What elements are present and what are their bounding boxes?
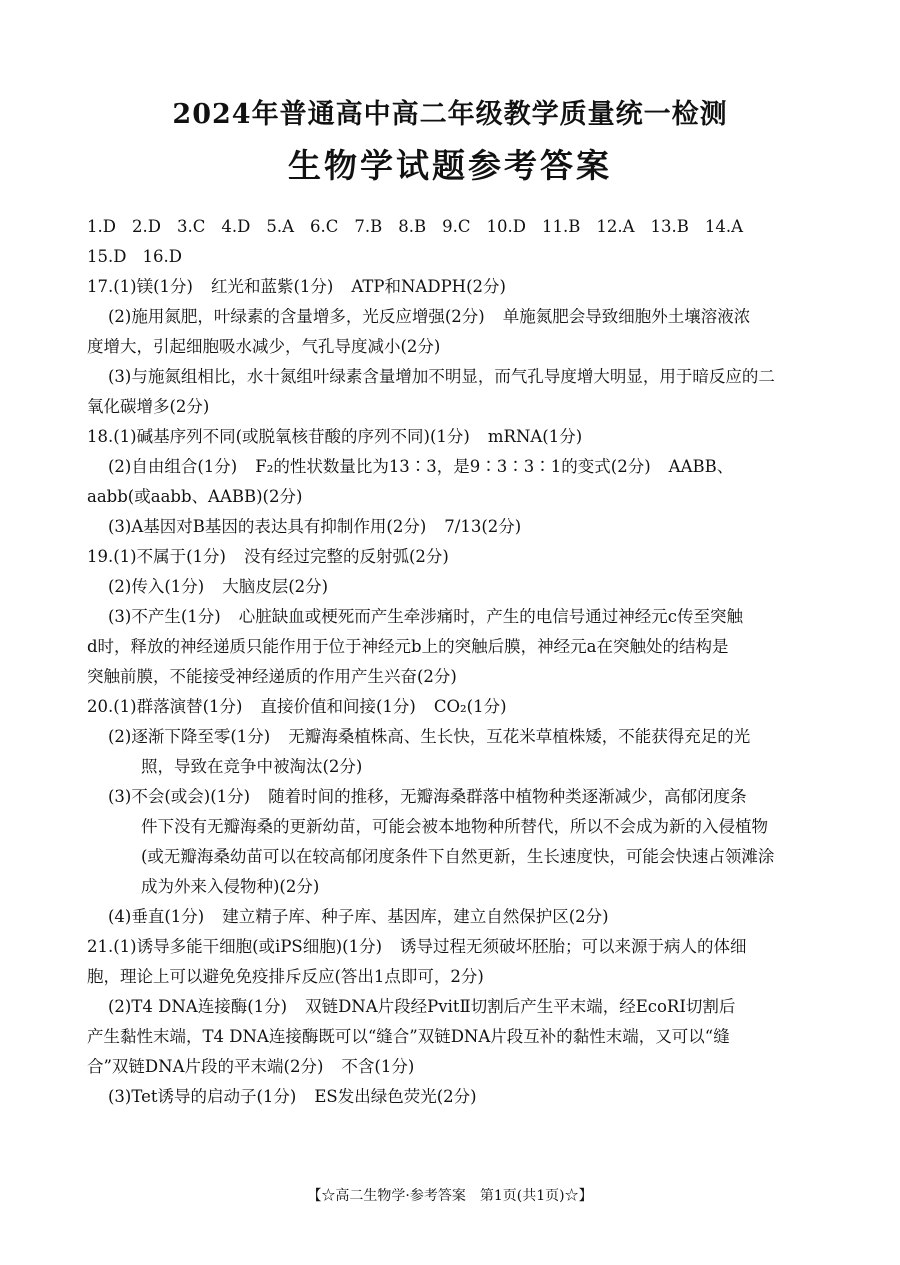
q19-line: d时，释放的神经递质只能作用于位于神经元b上的突触后膜，神经元a在突触处的结构是	[87, 637, 729, 656]
answer-text: F₂的性状数量比为13∶3，是9∶3∶3∶1的变式(2分)	[255, 457, 651, 476]
q20-line	[87, 902, 817, 932]
q19-line: 突触前膜，不能接受神经递质的作用产生兴奋(2分)	[87, 667, 457, 686]
choice-answer: 12.A	[596, 217, 635, 236]
q17-line	[87, 272, 817, 302]
answer-text: (2)自由组合(1分)	[108, 457, 238, 476]
choice-answer: 13.B	[650, 217, 689, 236]
answer-text: 7/13(2分)	[444, 517, 522, 536]
answer-text: ES发出绿色荧光(2分)	[314, 1087, 477, 1106]
choice-answer: 5.A	[266, 217, 294, 236]
answer-text: (2)传入(1分)	[108, 577, 205, 596]
choice-answers-row-1	[87, 212, 817, 242]
q20-line: 件下没有无瓣海桑的更新幼苗，可能会被本地物种所替代，所以不会成为新的入侵植物	[141, 817, 768, 836]
choice-answer: 4.D	[221, 217, 251, 236]
q19-line	[87, 542, 817, 572]
choice-answer: 7.B	[354, 217, 383, 236]
q21-line: 胞，理论上可以避免免疫排斥反应(答出1点即可，2分)	[87, 967, 484, 986]
q20-line: 照，导致在竞争中被淘汰(2分)	[141, 757, 363, 776]
answer-text: CO₂(1分)	[433, 697, 507, 716]
q17-line: 度增大，引起细胞吸水减少，气孔导度减小(2分)	[87, 337, 441, 356]
q20-line: (或无瓣海桑幼苗可以在较高郁闭度条件下自然更新，生长速度快，可能会快速占领滩涂	[141, 847, 775, 866]
q18-line: aabb(或aabb、AABB)(2分)	[87, 487, 303, 506]
q18-line	[87, 422, 817, 452]
choice-answer: 16.D	[142, 247, 182, 266]
q17-line: 氧化碳增多(2分)	[87, 397, 210, 416]
q21-line	[87, 992, 817, 1022]
q19-line	[87, 572, 817, 602]
answer-text: 红光和蓝紫(1分)	[211, 277, 334, 296]
answer-text: 心脏缺血或梗死而产生牵涉痛时，产生的电信号通过神经元c传至突触	[238, 607, 743, 626]
q21-line	[87, 1052, 817, 1082]
answer-text: (3)Tet诱导的启动子(1分)	[108, 1087, 297, 1106]
answer-text: 大脑皮层(2分)	[222, 577, 329, 596]
answer-text: (3)不会(或会)(1分)	[108, 787, 251, 806]
q20-line	[87, 692, 817, 722]
answer-text: 直接价值和间接(1分)	[260, 697, 416, 716]
answer-content	[87, 212, 817, 1112]
answer-key-title: 生物学试题参考答案	[288, 146, 612, 185]
answer-text: 17.(1)镁(1分)	[87, 277, 193, 296]
choice-answer: 14.A	[704, 217, 744, 236]
answer-text: 18.(1)碱基序列不同(或脱氧核苷酸的序列不同)(1分)	[87, 427, 470, 446]
answer-text: 单施氮肥会导致细胞外土壤溶液浓	[502, 307, 751, 326]
q19-line	[87, 602, 817, 632]
choice-answer: 9.C	[442, 217, 471, 236]
choice-answers-row-2	[87, 242, 817, 272]
answer-text: mRNA(1分)	[487, 427, 583, 446]
choice-answer: 10.D	[486, 217, 526, 236]
answer-text: (2)T4 DNA连接酶(1分)	[108, 997, 288, 1016]
answer-text: 无瓣海桑植株高、生长快，互花米草植株矮，不能获得充足的光	[288, 727, 751, 746]
choice-answer: 3.C	[176, 217, 206, 236]
answer-text: 20.(1)群落演替(1分)	[87, 697, 243, 716]
answer-text: 21.(1)诱导多能干细胞(或iPS细胞)(1分)	[87, 937, 383, 956]
answer-text: 没有经过完整的反射弧(2分)	[244, 547, 449, 566]
choice-answer: 2.D	[131, 217, 161, 236]
exam-title: 2024年普通高中高二年级教学质量统一检测	[172, 99, 728, 130]
answer-text: (3)A基因对B基因的表达具有抑制作用(2分)	[108, 517, 427, 536]
q20-line	[87, 722, 817, 752]
q21-line	[87, 932, 817, 962]
choice-answer: 1.D	[87, 217, 116, 236]
answer-text: (2)逐渐下降至零(1分)	[108, 727, 271, 746]
choice-answer: 6.C	[310, 217, 339, 236]
answer-text: 双链DNA片段经PvitⅡ切割后产生平末端，经EcoRⅠ切割后	[305, 997, 736, 1016]
q21-line: 产生黏性末端，T4 DNA连接酶既可以“缝合”双链DNA片段互补的黏性末端，又可以“缝	[87, 1027, 730, 1046]
q17-line: (3)与施氮组相比，水十氮组叶绿素含量增加不明显，而气孔导度增大明显，用于暗反应的二	[108, 367, 775, 386]
page-footer: 【☆高二生物学·参考答案 第1页(共1页)☆】	[307, 1188, 593, 1204]
answer-text: (4)垂直(1分)	[108, 907, 205, 926]
answer-text: 建立精子库、种子库、基因库，建立自然保护区(2分)	[222, 907, 609, 926]
q20-line	[87, 782, 817, 812]
choice-answer: 11.B	[541, 217, 581, 236]
choice-answer: 15.D	[87, 247, 127, 266]
answer-text: AABB、	[668, 457, 734, 476]
answer-text: 19.(1)不属于(1分)	[87, 547, 226, 566]
q21-line	[87, 1082, 817, 1112]
answer-text: 随着时间的推移，无瓣海桑群落中植物种类逐渐减少，高郁闭度条	[268, 787, 747, 806]
choice-answer: 8.B	[398, 217, 427, 236]
answer-text: ATP和NADPH(2分)	[351, 277, 506, 296]
answer-text: 合”双链DNA片段的平末端(2分)	[87, 1057, 324, 1076]
q18-line	[87, 452, 817, 482]
q20-line: 成为外来入侵物种)(2分)	[141, 877, 320, 896]
answer-text: (2)施用氮肥，叶绿素的含量增多，光反应增强(2分)	[108, 307, 485, 326]
answer-text: 诱导过程无须破坏胚胎；可以来源于病人的体细	[400, 937, 747, 956]
answer-text: 不含(1分)	[341, 1057, 415, 1076]
q17-line	[87, 302, 817, 332]
q18-line	[87, 512, 817, 542]
answer-text: (3)不产生(1分)	[108, 607, 221, 626]
